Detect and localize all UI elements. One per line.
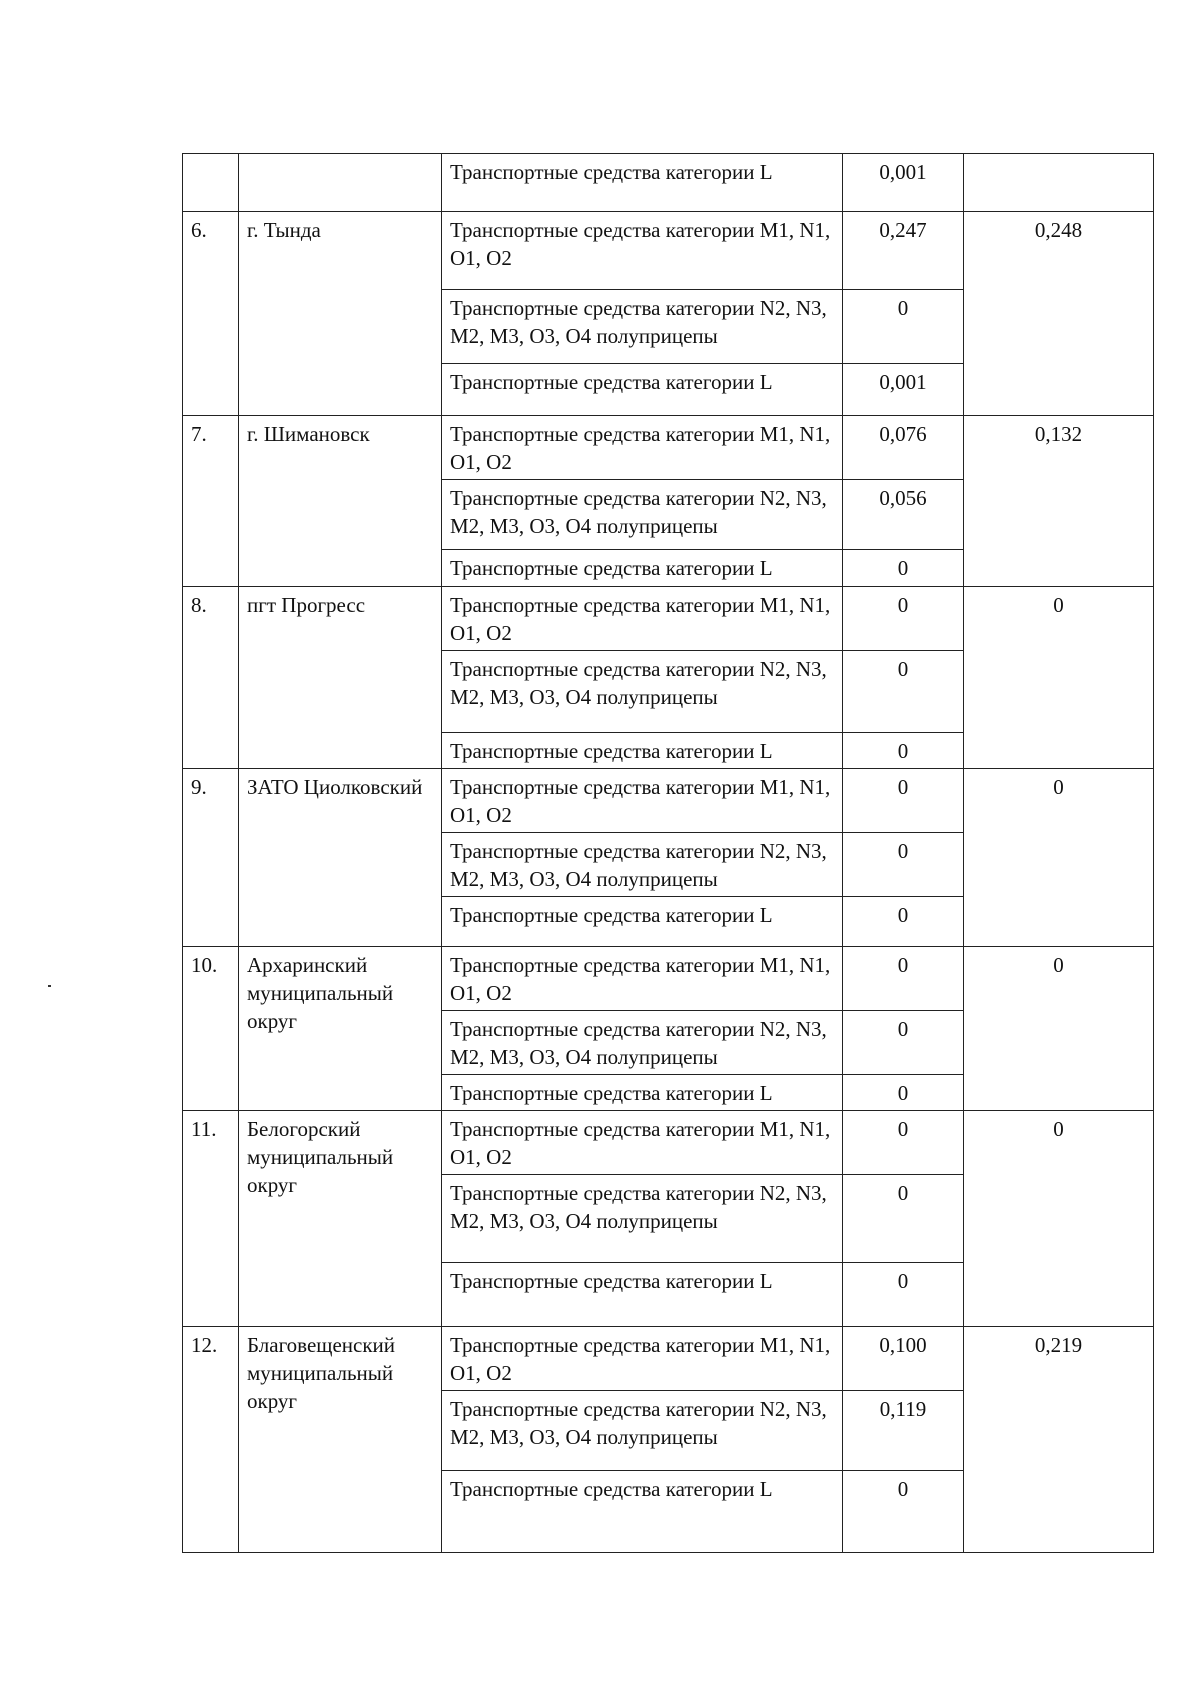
vehicle-category: Транспортные средства категории L bbox=[442, 733, 843, 769]
coefficient-value: 0 bbox=[843, 587, 964, 651]
vehicle-category: Транспортные средства категории M1, N1, O1, O2 bbox=[442, 1327, 843, 1391]
coefficient-value: 0 bbox=[843, 550, 964, 587]
number-cell bbox=[183, 154, 239, 212]
municipality-name: г. Тында bbox=[239, 212, 442, 416]
table-row bbox=[183, 769, 1154, 833]
coefficient-value: 0 bbox=[843, 290, 964, 364]
vehicle-category: Транспортные средства категории L bbox=[442, 1471, 843, 1553]
coefficient-value: 0 bbox=[843, 897, 964, 947]
vehicle-category: Транспортные средства категории L bbox=[442, 1263, 843, 1327]
coefficient-value: 0 bbox=[843, 1471, 964, 1553]
vehicle-category: Транспортные средства категории N2, N3, M2, M3, O3, O4 полуприцепы bbox=[442, 1175, 843, 1263]
vehicle-category: Транспортные средства категории L bbox=[442, 897, 843, 947]
vehicle-category: Транспортные средства категории M1, N1, O1, O2 bbox=[442, 212, 843, 290]
table-row bbox=[183, 212, 1154, 290]
row-number: 9. bbox=[183, 769, 239, 947]
total-value: 0,248 bbox=[964, 212, 1154, 416]
table-body bbox=[183, 154, 1154, 1553]
vehicle-category: Транспортные средства категории L bbox=[442, 1075, 843, 1111]
coefficient-value: 0,100 bbox=[843, 1327, 964, 1391]
coefficient-value: 0 bbox=[843, 733, 964, 769]
coefficient-value: 0,247 bbox=[843, 212, 964, 290]
table-row bbox=[183, 947, 1154, 1011]
municipality-name: пгт Прогресс bbox=[239, 587, 442, 769]
row-number: 10. bbox=[183, 947, 239, 1111]
coefficient-value: 0 bbox=[843, 833, 964, 897]
table-row bbox=[183, 416, 1154, 480]
table-row bbox=[183, 587, 1154, 651]
coefficient-value: 0 bbox=[843, 1075, 964, 1111]
vehicle-category: Транспортные средства категории M1, N1, O1, O2 bbox=[442, 416, 843, 480]
vehicle-category: Транспортные средства категории N2, N3, M2, M3, O3, O4 полуприцепы bbox=[442, 290, 843, 364]
total-value: 0,219 bbox=[964, 1327, 1154, 1553]
vehicle-category: Транспортные средства категории N2, N3, M2, M3, O3, O4 полуприцепы bbox=[442, 480, 843, 550]
municipality-cell bbox=[239, 154, 442, 212]
table-row bbox=[183, 1111, 1154, 1175]
vehicle-category: Транспортные средства категории L bbox=[442, 550, 843, 587]
vehicle-category: Транспортные средства категории L bbox=[442, 364, 843, 416]
coefficient-value: 0 bbox=[843, 1263, 964, 1327]
row-number: 11. bbox=[183, 1111, 239, 1327]
municipality-name: Архаринский муниципальный округ bbox=[239, 947, 442, 1111]
vehicle-category: Транспортные средства категории M1, N1, O1, O2 bbox=[442, 1111, 843, 1175]
vehicle-category: Транспортные средства категории M1, N1, O1, O2 bbox=[442, 769, 843, 833]
total-value: 0 bbox=[964, 769, 1154, 947]
row-number: 7. bbox=[183, 416, 239, 587]
total-value: 0 bbox=[964, 587, 1154, 769]
municipality-name: Белогорский муниципальный округ bbox=[239, 1111, 442, 1327]
total-value: 0 bbox=[964, 947, 1154, 1111]
municipality-name: Благовещенский муниципальный округ bbox=[239, 1327, 442, 1553]
vehicle-category: Транспортные средства категории N2, N3, M2, M3, O3, O4 полуприцепы bbox=[442, 1391, 843, 1471]
municipality-name: ЗАТО Циолковский bbox=[239, 769, 442, 947]
coefficient-value: 0 bbox=[843, 769, 964, 833]
vehicle-category: Транспортные средства категории N2, N3, M2, M3, O3, O4 полуприцепы bbox=[442, 651, 843, 733]
coefficient-value: 0,076 bbox=[843, 416, 964, 480]
coefficient-value: 0,056 bbox=[843, 480, 964, 550]
vehicle-category: Транспортные средства категории N2, N3, M2, M3, O3, O4 полуприцепы bbox=[442, 833, 843, 897]
coefficient-value: 0 bbox=[843, 947, 964, 1011]
coefficient-value: 0 bbox=[843, 651, 964, 733]
table-row-continuation bbox=[183, 154, 1154, 212]
vehicle-category-cell: Транспортные средства категории L bbox=[442, 154, 843, 212]
total-cell bbox=[964, 154, 1154, 212]
row-number: 12. bbox=[183, 1327, 239, 1553]
total-value: 0,132 bbox=[964, 416, 1154, 587]
municipality-name: г. Шимановск bbox=[239, 416, 442, 587]
vehicle-category: Транспортные средства категории M1, N1, O1, O2 bbox=[442, 947, 843, 1011]
table-row bbox=[183, 1327, 1154, 1391]
coefficient-value: 0 bbox=[843, 1011, 964, 1075]
coefficient-value: 0 bbox=[843, 1111, 964, 1175]
total-value: 0 bbox=[964, 1111, 1154, 1327]
scan-speck bbox=[48, 985, 51, 987]
vehicle-category: Транспортные средства категории N2, N3, M2, M3, O3, O4 полуприцепы bbox=[442, 1011, 843, 1075]
coefficients-table bbox=[182, 153, 1154, 1553]
coefficient-value: 0,119 bbox=[843, 1391, 964, 1471]
vehicle-category: Транспортные средства категории M1, N1, O1, O2 bbox=[442, 587, 843, 651]
row-number: 6. bbox=[183, 212, 239, 416]
row-number: 8. bbox=[183, 587, 239, 769]
coefficient-value: 0,001 bbox=[843, 364, 964, 416]
value-cell: 0,001 bbox=[843, 154, 964, 212]
coefficient-value: 0 bbox=[843, 1175, 964, 1263]
